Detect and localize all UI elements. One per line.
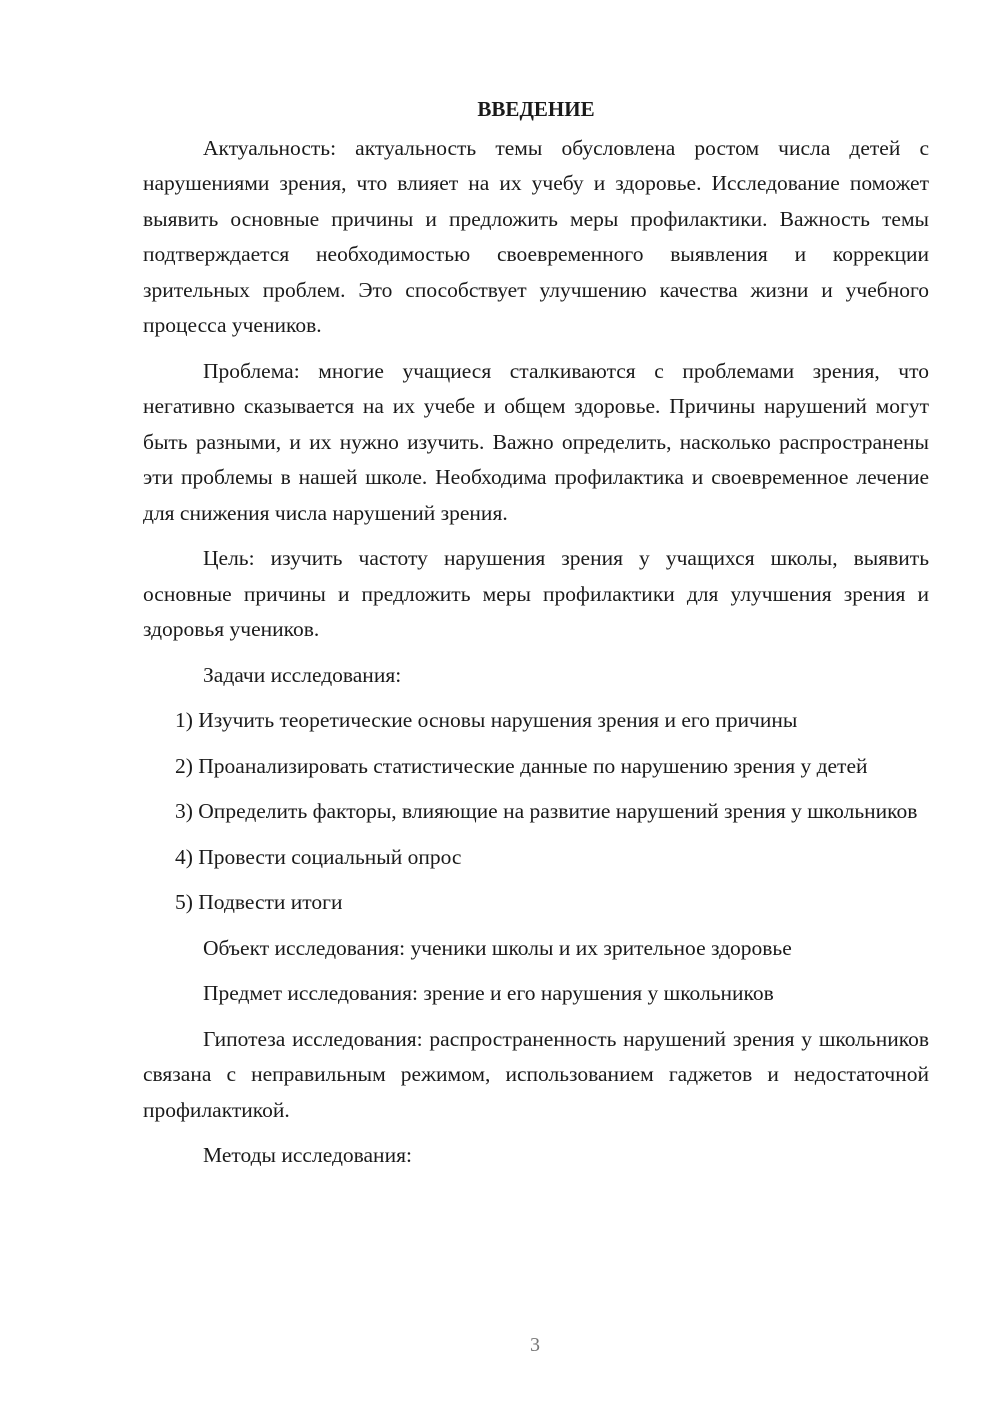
problem-paragraph: Проблема: многие учащиеся сталкиваются с проблемами зрения, что негативно сказывается на их учебе и общем здоровье. Причины нарушений могут быть разными, и их нужно изучить. Важно определить, насколько распространены эти проблемы в нашей школе. Необходима профилактика и своевременное лечение для снижения числа нарушений зрения. [143, 358, 929, 525]
task-item-5: 5) Подвести итоги [175, 890, 343, 914]
hypothesis-paragraph: Гипотеза исследования: распространенность нарушений зрения у школьников связана с неправильным режимом, использованием гаджетов и недостаточной профилактикой. [143, 1026, 929, 1122]
methods-heading: Методы исследования: [203, 1143, 412, 1167]
relevance-paragraph: Актуальность: актуальность темы обусловлена ростом числа детей с нарушениями зрения, что влияет на их учебу и здоровье. Исследование поможет выявить основные причины и предложить меры профилактики. Важность темы подтверждается необходимостью своевременного выявления и коррекции зрительных проблем. Это способствует улучшению качества жизни и учебного процесса учеников. [143, 135, 929, 337]
object-paragraph: Объект исследования: ученики школы и их зрительное здоровье [203, 935, 792, 960]
goal-paragraph: Цель: изучить частоту нарушения зрения у учащихся школы, выявить основные причины и предложить меры профилактики для улучшения зрения и здоровья учеников. [143, 546, 929, 641]
task-item-3: 3) Определить факторы, влияющие на развитие нарушений зрения у школьников [175, 799, 918, 823]
task-item-1: 1) Изучить теоретические основы нарушения зрения и его причины [175, 708, 798, 732]
page-number: 3 [530, 1334, 540, 1356]
section-title: ВВЕДЕНИЕ [477, 97, 595, 121]
tasks-heading: Задачи исследования: [203, 662, 402, 687]
task-item-2: 2) Проанализировать статистические данные по нарушению зрения у детей [175, 753, 868, 778]
document-body [143, 92, 929, 1184]
task-item-4: 4) Провести социальный опрос [175, 844, 462, 869]
subject-paragraph: Предмет исследования: зрение и его нарушения у школьников [203, 981, 774, 1005]
